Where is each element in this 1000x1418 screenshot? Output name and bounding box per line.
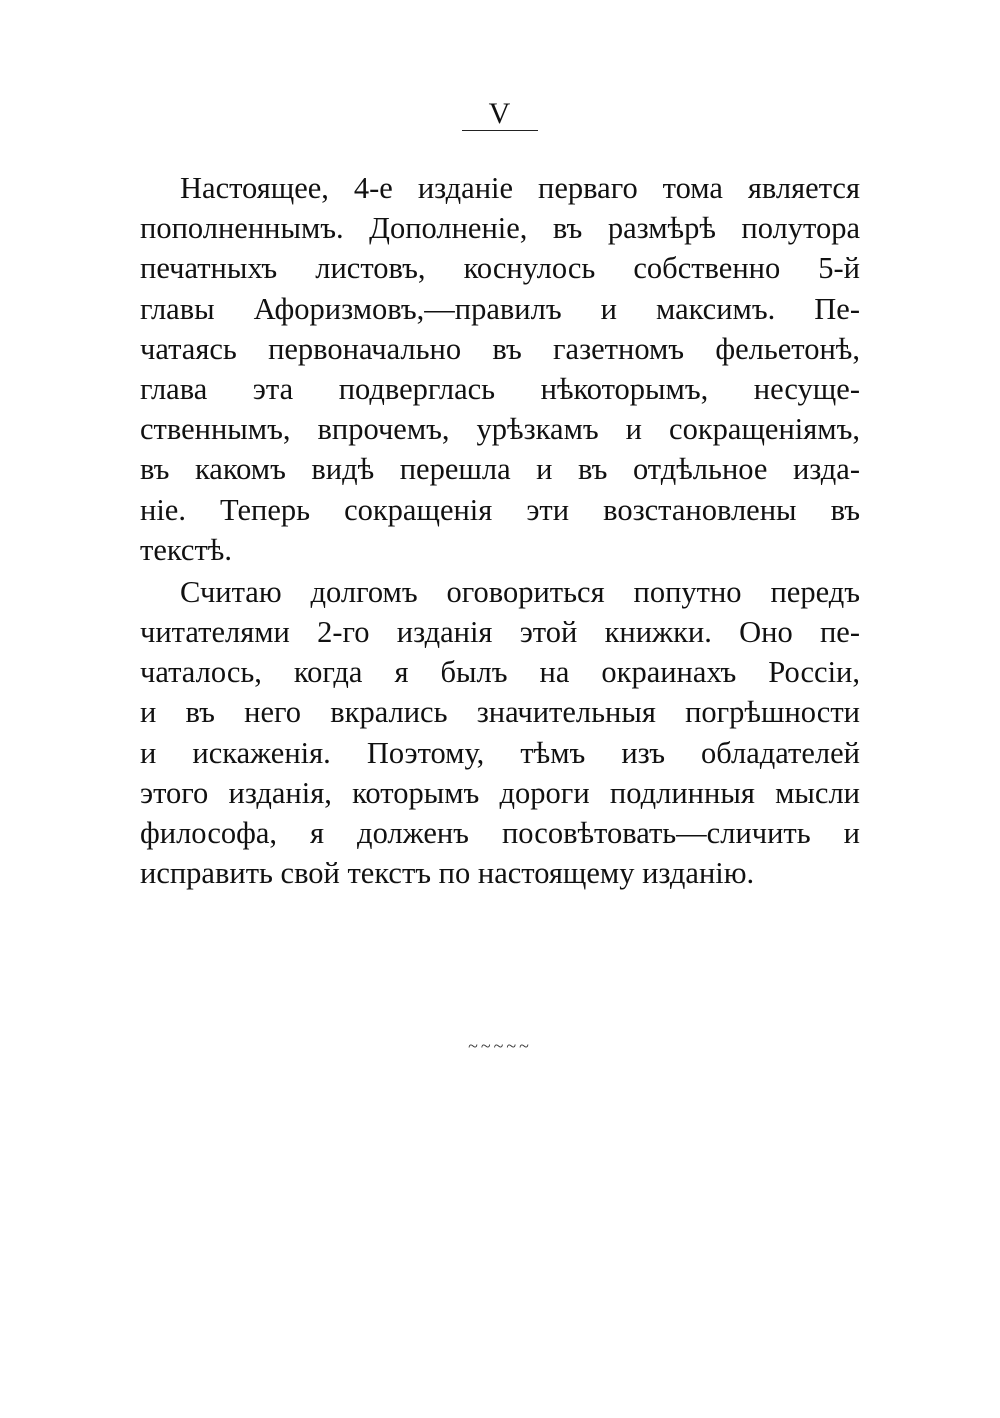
body-text — [140, 168, 860, 893]
text-line: и въ него вкрались значительныя погрѣшности — [140, 695, 860, 730]
text-line: и искаженія. Поэтому, тѣмъ изъ обладателей — [140, 735, 860, 770]
paragraph-2 — [140, 572, 860, 894]
text-line: чатаясь первоначально въ газетномъ фельетонѣ, — [140, 331, 860, 366]
text-line: ственнымъ, впрочемъ, урѣзкамъ и сокращеніямъ, — [140, 412, 860, 447]
text-line: глава эта подверглась нѣкоторымъ, несуще- — [140, 371, 860, 406]
text-line: чаталось, когда я былъ на окраинахъ Россіи, — [140, 655, 860, 690]
text-line: Настоящее, 4-е изданіе перваго тома является — [180, 171, 860, 205]
tailpiece-ornament: ~~~~~ — [468, 1036, 532, 1056]
text-line: печатныхъ листовъ, коснулось собственно 5-й — [140, 251, 860, 286]
page-number: V — [488, 97, 512, 130]
text-line: въ какомъ видѣ перешла и въ отдѣльное изда- — [140, 452, 860, 487]
text-line: этого изданія, которымъ дороги подлинныя мысли — [140, 775, 860, 810]
text-line: Считаю долгомъ оговориться попутно передъ — [180, 574, 860, 609]
text-line: пополненнымъ. Дополненіе, въ размѣрѣ полутора — [140, 211, 860, 246]
paragraph-1 — [140, 168, 860, 570]
text-line: текстѣ. — [140, 532, 232, 567]
text-line: философа, я долженъ посовѣтовать—сличить и — [140, 816, 860, 850]
text-line: исправить свой текстъ по настоящему изданію. — [140, 856, 755, 891]
text-line: главы Афоризмовъ,—правилъ и максимъ. Пе- — [140, 291, 860, 326]
page-number-rule — [462, 130, 538, 131]
text-line: ніе. Теперь сокращенія эти возстановлены въ — [140, 492, 860, 527]
text-line: читателями 2-го изданія этой книжки. Оно пе- — [140, 615, 860, 650]
